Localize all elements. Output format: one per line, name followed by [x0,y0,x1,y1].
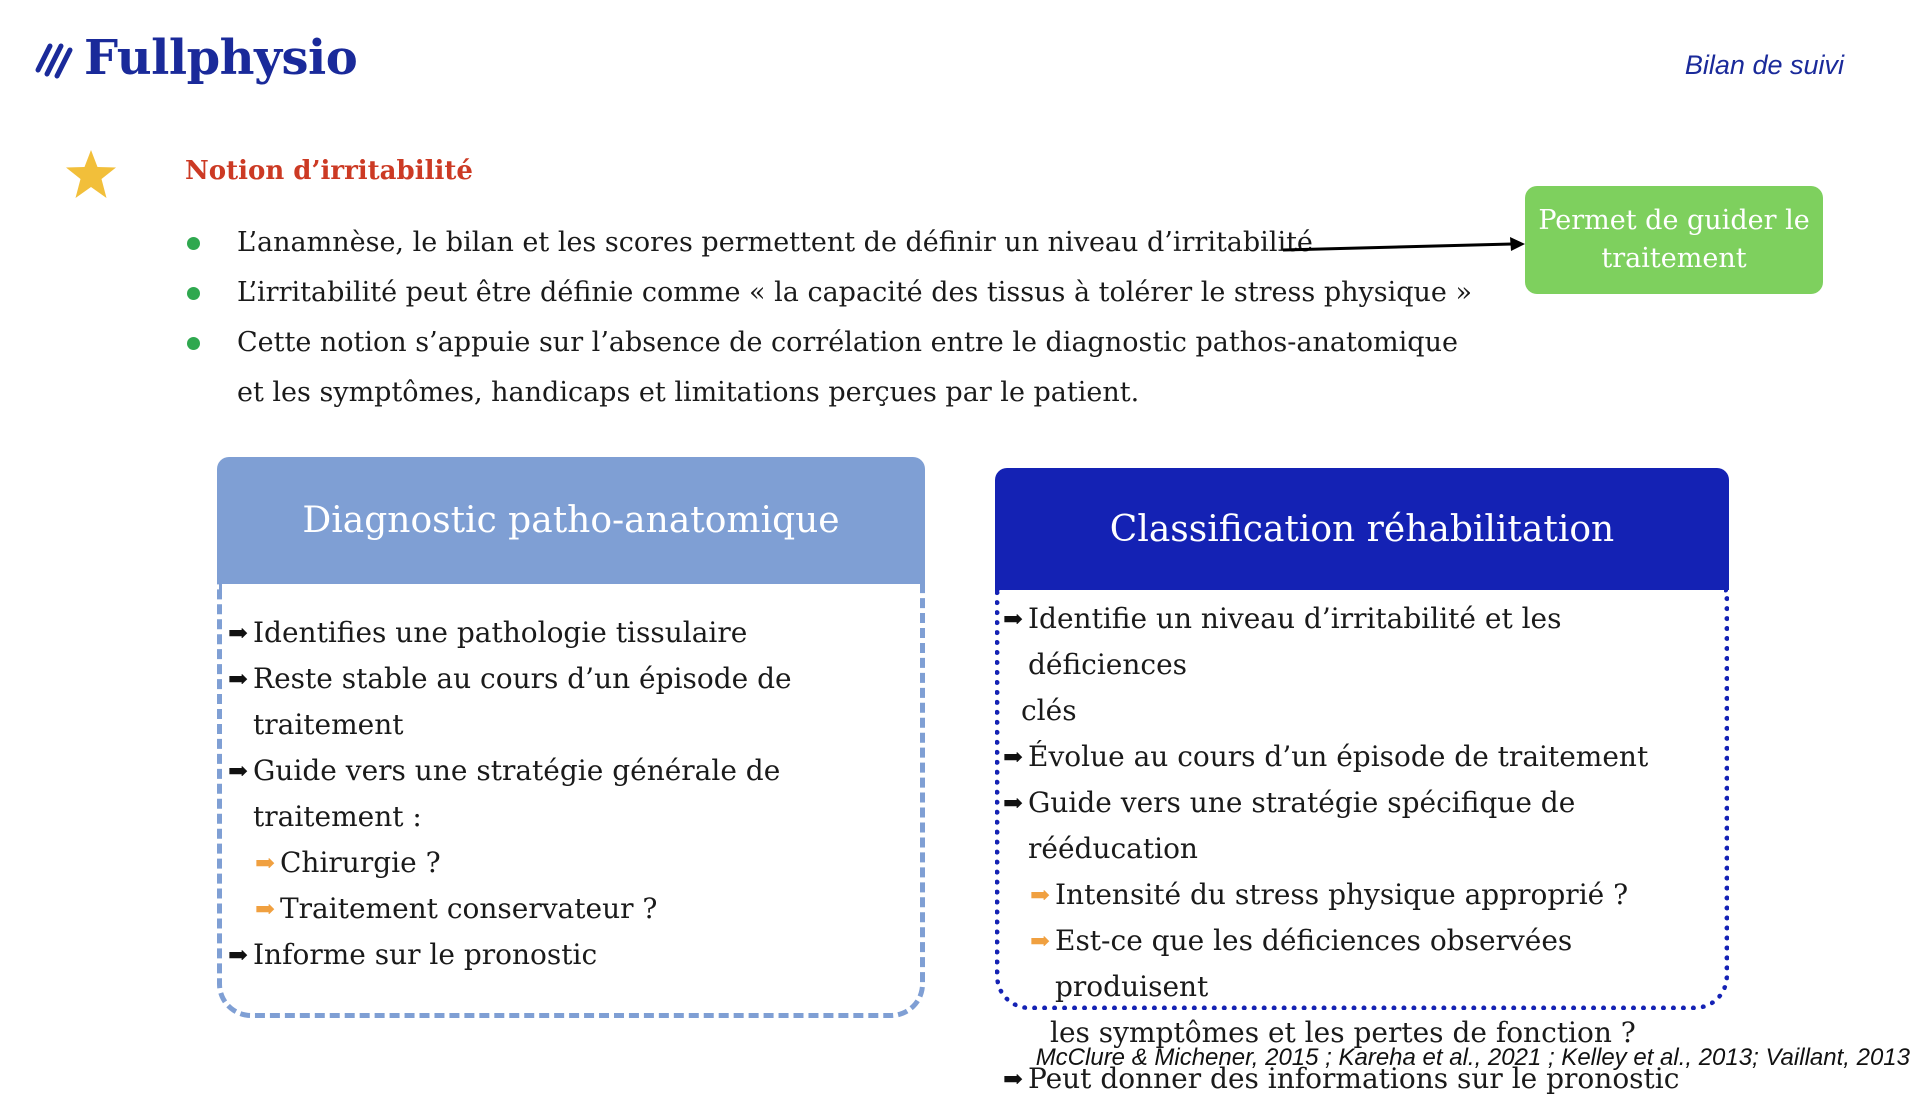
list-item: ➡ Guide vers une stratégie spécifique de rééducation [1003,780,1723,872]
left-panel-title: Diagnostic patho-anatomique [217,457,925,584]
references-footer: McClure & Michener, 2015 ; Kareha et al., 2021 ; Kelley et al., 2013; Vaillant, 2013 [1035,1044,1910,1071]
brand-logo [34,30,357,86]
list-item: ➡ Guide vers une stratégie générale de traitement : [228,748,918,840]
orange-right-arrow-icon: ➡ [255,849,276,877]
right-arrow-icon: ➡ [1003,1065,1024,1093]
right-arrow-icon: ➡ [1003,605,1024,633]
list-item: ➡ Informe sur le pronostic [228,932,918,978]
slide-subtitle: Bilan de suivi [1684,50,1844,80]
bullet-item: Cette notion s’appuie sur l’absence de corrélation entre le diagnostic pathos-anatomique et les symptômes, handicaps et limitations perçues par le patient. [185,318,1475,418]
list-item: ➡ Reste stable au cours d’un épisode de traitement [228,656,918,748]
list-item: ➡ Identifies une pathologie tissulaire [228,610,918,656]
bullet-item: L’anamnèse, le bilan et les scores permettent de définir un niveau d’irritabilité [185,218,1475,268]
list-subitem: ➡ Intensité du stress physique approprié ? [1003,872,1723,918]
right-arrow-icon: ➡ [228,757,249,785]
list-item-continuation: clés [1021,694,1077,727]
list-item: ➡ Peut donner des informations sur le pronostic [1003,1056,1723,1102]
orange-right-arrow-icon: ➡ [1030,927,1051,955]
list-subitem-continuation: les symptômes et les pertes de fonction ? [1050,1016,1636,1049]
orange-right-arrow-icon: ➡ [255,895,276,923]
left-panel-list [228,610,918,978]
list-subitem: ➡ Est-ce que les déficiences observées produisent [1003,918,1723,1010]
right-arrow-icon: ➡ [1003,789,1024,817]
list-item: ➡ Identifie un niveau d’irritabilité et les déficiences [1003,596,1723,688]
list-subitem: ➡ Chirurgie ? [228,840,918,886]
right-panel-title: Classification réhabilitation [995,468,1729,590]
right-arrow-icon: ➡ [228,941,249,969]
right-arrow-icon: ➡ [1003,743,1024,771]
right-arrow-icon: ➡ [228,665,249,693]
list-subitem: ➡ Traitement conservateur ? [228,886,918,932]
connector-arrow [1280,232,1530,262]
callout-box: Permet de guider le traitement [1525,186,1823,294]
list-item: ➡ Évolue au cours d’un épisode de traitement [1003,734,1723,780]
slash-lines-logo-icon [34,36,74,80]
star-icon [64,148,118,202]
section-title: Notion d’irritabilité [185,156,473,186]
brand-name: Fullphysio [84,30,358,86]
right-panel-list [1003,596,1723,1102]
orange-right-arrow-icon: ➡ [1030,881,1051,909]
right-arrow-icon: ➡ [228,619,249,647]
bullet-item: L’irritabilité peut être définie comme « la capacité des tissus à tolérer le stress physique » [185,268,1475,318]
